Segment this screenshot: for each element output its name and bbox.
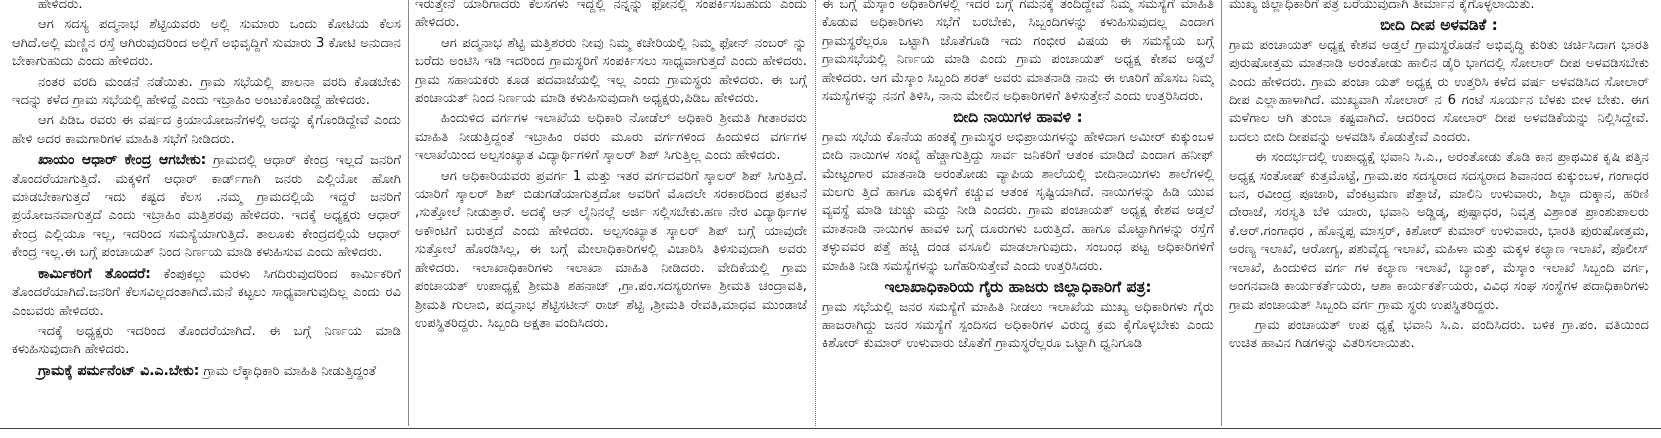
paragraph-text: ಈ ಬಗ್ಗೆ ಮೆಸ್ಕಾಂ ಅಧಿಕಾರಿಗಳಲ್ಲಿ ಇದರ ಬಗ್ಗೆ ಗಮನಕ್ಕೆ ತಂದಿದ್ದೇವೆ ನಿಮ್ಮ ಸಮಸ್ಯೆಗೆ ಮಾಹಿತಿ ಕೊಡುವ ಅಧಿಕಾರಿಗಳು ಸಭೆಗೆ ಬರಬೇಕು, ಸಿಬ್ಬಂದಿಗಳನ್ನು ಕಳುಹಿಸುವುದಲ್ಲ ಎಂದಾಗ ಗ್ರಾಮಸ್ಥರೆಲ್ಲರೂ ಒಟ್ಟಾಗಿ ಜೊತೆಗೂಡಿ ಇದು ಗಂಭೀರ ವಿಷಯ ಈ ಸಮಸ್ಯೆಯ ಬಗ್ಗೆ ಗ್ರಾಮಸಭೆಯಲ್ಲಿ ನಿರ್ಣಯ ಮಾಡಿ ಎಂದು ಗ್ರಾಮ ಪಂಚಾಯತ್ ಅಧ್ಯಕ್ಷ ಕೇಶವ ಅಡ್ಡಲೆ ಹೇಳಿದರು. ಆಗ ಮೆಸ್ಕಾಂ ಸಿಬ್ಬಂದಿ ಶರತ್ ಅವರು ಮಾತನಾಡಿ ನಾನು ಈ ಊರಿಗೆ ಹೊಸಬ ನಿಮ್ಮ ಸಮಸ್ಯೆಗಳನ್ನು ನನಗೆ ತಿಳಿಸಿ, ನಾನು ಮೇಲಿನ ಅಧಿಕಾರಿಗಳಿಗೆ ತಿಳಿಸುತ್ತೇನೆ ಎಂದು ಉತ್ತರಿಸಿದರು. <box>822 0 1214 105</box>
article-paragraph <box>12 112 401 149</box>
inline-subheading: ಕಾರ್ಮಿಕರಿಗೆ ತೊಂದರೆ: <box>38 265 151 282</box>
paragraph-text: ಗ್ರಾಮ ಪಂಚಾಯತ್ ಅಧ್ಯಕ್ಷ ಕೇಶವ ಅಡ್ತಲೆ ಗ್ರಾಮಸ್ಥರೊಡನೆ ಅಭಿವೃದ್ಧಿ ಕುರಿತು ಚರ್ಚಿಸಿದಾಗ ಭಾರತಿ ಪುರುಷೋತ್ತಮ ಮಾತನಾಡಿ ಅರಂತೋಡು ಹಾಲಿನ ಡೈರಿ ಭಾಗದಲ್ಲಿ ಸೋಲಾರ್ ದೀಪ ಅಳವಡಿಸಬೇಕು ಎಂದು ಹೇಳಿದರು. ಗ್ರಾಮ ಪಂಚಾ ಯತ್ ಅಧ್ಯಕ್ಷ ರು ಉತ್ತರಿಸಿ ಕಳೆದ ವರ್ಷ ಅಳವಡಿಸಿದ ಸೋಲಾರ್ ದೀಪ ಎಲ್ಲಾಹಾಳಾಗಿದೆ. ಮುಖ್ಯವಾಗಿ ಸೋಲಾರ್ ನ 6 ಗಂಟೆ ಸೂರ್ಯನ ಬೆಳಕು ಬೀಳ ಬೇಕು. ಈಗ ಮಳೆಗಾಲ ಆಗಿ ತುಂಬಾ ಕಷ್ಟವಾಗಿದೆ. ಆದರಿಂದ ಸೋಲಾರ್ ದೀಪ ಅಳವಡಿಕೆಯನ್ನು ನಿಲ್ಲಿಸಿದ್ದೇವೆ. ಬದಲು ಬೀದಿ ದೀಪವನ್ನು ಅಳವಡಿಸಿ ಕೊಡುತ್ತೇವೆ ಎಂದರು. <box>1229 37 1649 145</box>
paragraph-text: ಇರುತ್ತೇನೆ ಯಾರಿಗಾದರು ಕೆಲಸಗಳು ಇದ್ದಲ್ಲಿ ನನ್ನನ್ನು ಫೋನಲ್ಲಿ ಸಂಪರ್ಕಿಸಬಹುದು ಎಂದು ಹೇಳಿದರು. <box>415 0 807 31</box>
paragraph-text: ಆಗ ಪದ್ಮನಾಭ ಶೆಟ್ಟಿ ಮತ್ತಿಶರರು ನೀವು ನಿಮ್ಮ ಕಚೇರಿಯಲ್ಲಿ ನಿಮ್ಮ ಫೋನ್ ನಂಬರ್ ನ್ನು ಬರೆದು ಅಂಟಿಸಿ ಇಡಿ ಇದರಿಂದ ಗ್ರಾಮಸ್ಥರಿಗೆ ಸಂಪರ್ಕಿಸಲು ಸಾಧ್ಯವಾಗುತ್ತದೆ ಎಂದು ಹೇಳಿದರು. ಗ್ರಾಮ ಸಹಾಯಕರು ಕೂಡ ಪದವಾಜೆಯಲ್ಲಿ ಇಲ್ಲ ಎಂದು ಗ್ರಾಮಸ್ಥರು ಹೇಳಿದರು. ಈ ಬಗ್ಗೆ ಪಂಚಾಯತ್ ನಿಂದ ನಿರ್ಣಯ ಮಾಡಿ ಕಳುಹಿಸುವುದಾಗಿ ಅಧ್ಯಕ್ಷರು,ಪಿಡಿಒ ಹೇಳಿದರು. <box>415 35 807 107</box>
article-paragraph <box>415 0 807 33</box>
paragraph-text: ಗ್ರಾಮ ಲೆಕ್ಕಾಧಿಕಾರಿ ಮಾಹಿತಿ ನೀಡುತ್ತಿದ್ದಂತೆ <box>199 363 377 379</box>
inline-subheading: ಗ್ರಾಮಕ್ಕೆ ಪರ್ಮನೆಂಟ್ ವಿ.ಎ.ಬೇಕು: <box>38 362 200 379</box>
article-paragraph <box>12 74 401 111</box>
article-paragraph <box>822 108 1214 276</box>
column-divider-dotted <box>815 0 816 426</box>
column-divider <box>408 0 409 426</box>
section-subheading: ಇಲಾಖಾಧಿಕಾರಿಯ ಗೈರು ಹಾಜರು ಜಿಲ್ಲಾಧಿಕಾರಿಗೆ ಪತ್ರ: <box>884 278 1152 297</box>
paragraph-text: ಕೆಂಪುಕಲ್ಲು ಮರಳು ಸಿಗದಿರುವುದರಿಂದ ಕಾರ್ಮಿಕರಿಗೆ ತೊಂದರೆಯಾಗಿದೆ.ಜನರಿಗೆ ಕೆಲಸವಿಲ್ಲದಂತಾಗಿದೆ.ಮನೆ ಕಟ್ಟಲು ಸಾಧ್ಯವಾಗುವುದಿಲ್ಲ ಎಂದು ರವಿ ಎಂಬವರು ಹೇಳಿದರು. <box>12 266 401 319</box>
paragraph-text: ಆಗ ಸದಸ್ಯ ಪದ್ಮನಾಭ ಶೆಟ್ಟಿಯವರು ಅಲ್ಲಿ ಸುಮಾರು ಒಂದು ಕೋಟಿಯ ಕೆಲಸ ಆಗಿದೆ.ಅಲ್ಲಿ ಮಣ್ಣಿನ ರಸ್ತೆ ಆಗಿರುವುದರಿಂದ ಅಲ್ಲಿಗೆ ಅಭಿವೃದ್ದಿಗೆ ಸುಮಾರು 3 ಕೋಟಿ ಅನುದಾನ ಬೇಕಾಗುಹುದು ಎಂದು ಹೇಳಿದರು. <box>12 17 401 70</box>
section-subheading: ಬೀದಿ ನಾಯಿಗಳ ಹಾವಳಿ : <box>953 108 1083 127</box>
paragraph-text: ಹೇಳಿದರು. <box>38 0 83 12</box>
section-subheading: ಬೀದಿ ದೀಪ ಅಳವಡಿಕೆ : <box>1380 16 1498 35</box>
paragraph-text: ಗ್ರಾಮ ಸಭೆಯ ಕೊನೆಯ ಹಂತಕ್ಕೆ ಗ್ರಾಮಸ್ಥರ ಅಭಿಪ್ರಾಯಗಳನ್ನು ಹೇಳಿದಾಗ ಅಮೀರ್ ಕುಕ್ಕುಂಬಳ ಬೀದಿ ನಾಯಿಗಳ ಸಂಖ್ಯೆ ಹೆಚ್ಚಾಗುತ್ತಿದ್ದು ಸಾರ್ವ ಜನಿಕರಿಗೆ ಆತಂಕ ಮಾಡಿದೆ ಎಂದಾಗ ಹನೀಫ್ ಮೇಟ್ಟಂಗಾರ ಮಾತನಾಡಿ ಅರಂತೋಡು ವ್ಯಾಪಿಯ ಶಾಲೆಯಲ್ಲಿ ಬೀದಿನಾಯಿಗಳು ಶಾಲೆಗಳಲ್ಲಿ ಮಲಗು ತ್ತಿದೆ ಹಾಗೂ ಮಕ್ಕಳಿಗೆ ಕಚ್ಚುವ ಆತಂಕ ಸೃಷ್ಟಿಯಾಗಿದೆ. ನಾಯಿಗಳನ್ನು ಹಿಡಿ ಯುವ ವ್ಯವಸ್ಥೆ ಮಾಡಿ ಚುಚ್ಚು ಮದ್ದು ನೀಡಿ ಎಂದರು. ಗ್ರಾಮ ಪಂಚಾಯತ್ ಅಧ್ಯಕ್ಷ ಕೇಶವ ಅಡ್ತಲೆ ಮಾತನಾಡಿ ನಾಯಿಗಳ ಹಾವಳಿ ಬಗ್ಗೆ ದೂರುಗಳು ಬರುತ್ತಿದೆ. ಹಾಗೂ ಮೊಟ್ಟಾಗಿಗಳನ್ನು ರಸ್ತೆಗೆ ತಳ್ಳುವವರ ಪತ್ತೆ ಹಚ್ಚಿ ದಂಡ ವಸೂಲಿ ಮಾಡಲಾಗುವುದು. ಸಂಬಂಧ ಪಟ್ಟ ಅಧಿಕಾರಿಗಳಿಗೆ ಮಾಹಿತಿ ನೀಡಿ ಸಮಸ್ಯೆಗಳನ್ನು ಬಗೆಹರಿಸುತ್ತೇವೆ ಎಂದು ಉತ್ತರಿಸಿದರು. <box>822 129 1214 274</box>
paragraph-text: ಗ್ರಾಮ ಸಭೆಯಲ್ಲಿ ಜನರ ಸಮಸ್ಯೆಗೆ ಮಾಹಿತಿ ನೀಡಲು ಇಲಾಖೆಯ ಮುಖ್ಯ ಅಧಿಕಾರಿಗಳು ಗೈರು ಹಾಜರಾಗಿದ್ದು ಜನರ ಸಮಸ್ಯೆಗೆ ಸ್ಪಂದಿಸದ ಅಧಿಕಾರಿಗಳ ವಿರುದ್ಧ ಕ್ರಮ ಕೈಗೊಳ್ಳಬೇಕು ಎಂದು ಕಿಶೋರ್ ಕುಮಾರ್ ಉಳುವಾರು ಜೊತೆಗೆ ಗ್ರಾಮಸ್ಥರೆಲ್ಲರೂ ಒಟ್ಟಾಗಿ ಧ್ವನಿಗೂಡಿ <box>822 299 1214 352</box>
paragraph-text: ನಂತರ ವರದಿ ಮಂಡನೆ ನಡೆಯಿತು. ಗ್ರಾಮ ಸಭೆಯಲ್ಲಿ ಪಾಲನಾ ವರದಿ ಕೊಡಬೇಕು ಇದನ್ನು ಕಳೆದ ಗ್ರಾಮ ಸಭೆಯಲ್ಲಿ ಹೇಳಿದ್ದೆ ಎಂದು ಇಬ್ರಾಹಿಂ ಅಂಟುಕೊಂಡಿದ್ದೆ ಹೇಳಿದರು. <box>12 74 401 109</box>
article-paragraph <box>415 168 807 334</box>
paragraph-text: ಗ್ರಾಮದಲ್ಲಿ ಆಧಾರ್ ಕೇಂದ್ರ ಇಲ್ಲದೆ ಜನರಿಗೆ ತೊಂದರೆಯಾಗುತ್ತಿದೆ. ಮಕ್ಕಳಿಗೆ ಆಧಾರ್ ಕಾರ್ಡ್‌ಗಾಗಿ ಜನರು ಎಲ್ಲಿಯೋ ಹೋಗಿ ಮಾಡಬೇಕಾಗುತ್ತದೆ ಇದು ಕಷ್ಟದ ಕೆಲಸ .ನಮ್ಮ ಗ್ರಾಮದಲ್ಲಿಯೆ ಇದ್ದರೆ ಜನರಿಗೆ ಪ್ರಯೋಜನವಾಗುತ್ತದೆ ಎಂದು ಇಬ್ರಾಹಿಂ ಮತ್ತಿಶರವು ಹೇಳಿದರು. ಇದಕ್ಕೆ ಅಧ್ಯಕ್ಷರು ಆಧಾರ್ ಕೇಂದ್ರ ಎಲ್ಲಿಯೂ ಇಲ್ಲ, ಇದರಿಂದ ಸಮಸ್ಯೆಯಾಗುತ್ತಿದೆ. ತಾಲೂಕು ಕೇಂದ್ರದಲ್ಲಿಯೆ ಆಧಾರ್ ಕೇಂದ್ರ ಇಲ್ಲ.ಈ ಬಗ್ಗೆ ಪಂಚಾಯತ್ ನಿಂದ ನಿರ್ಣಯ ಮಾಡಿ ಕಳುಹಿಸುವ ಎಂದು ಹೇಳಿದರು. <box>12 153 401 261</box>
article-paragraph <box>12 151 401 262</box>
article-paragraph <box>822 278 1214 354</box>
article-paragraph <box>1229 149 1649 315</box>
paragraph-text: ಈ ಸಂದರ್ಭದಲ್ಲಿ ಉಪಾಧ್ಯಕ್ಷೆ ಭವಾನಿ ಸಿ.ಎ., ಅರಂತೋಡು ತೊಡಿ ಕಾನ ಪ್ರಾಥಮಿಕ ಕೃಷಿ ಪತ್ತಿನ ಅಧ್ಯಕ್ಷ ಸಂತೋಷ್ ಕುತ್ತಮೊಟ್ಟೆ, ಗ್ರಾಮ.ಪಂ ಸದಸ್ಯರಾದ ಸದಸ್ಯರಾದ ಶಿವಾನಂದ ಕುಕ್ಕುಂಬಳ, ಗಂಗಾಧರ ಬನ, ರವೀಂದ್ರ ಪೂಜಾರಿ, ವೆಂಕಟ್ರಮಣ ಪೆತ್ತಾಜೆ, ಮಾಲಿನಿ ಉಳುವಾರು, ಶಿಲ್ಪಾ ದುಕ್ಕಾನ, ಹರಿಣಿ ದೇರಾಜೆ, ಸರಸ್ವತಿ ಬೆಳಿ ಯಾರು, ಭವಾನಿ ಅಡ್ಡಿಡ್ಕ, ಪುಷ್ಪಾಧರ, ನಿವೃತ್ತ ವಿಶ್ರಾಂತ ಪ್ರಾಂಶುಪಾಲರು ಕೆ.ಆರ್.ಗಂಗಾಧರ , ಹೊನ್ನಪ್ಪ ಮಾಸ್ತರ್, ಕಿಶೋರ್ ಕುಮಾರ್ ಉಳುವಾರು, ಭಾರತಿ ಪುರುಷೋತ್ತಮ, ಅರಣ್ಯ ಇಲಾಖೆ, ಆರೋಗ್ಯ, ಪಶುವೈದ್ಯ ಇಲಾಖೆ, ಮಹಿಳಾ ಮತ್ತು ಮಕ್ಕಳ ಕಲ್ಯಾಣ ಇಲಾಖೆ, ಪೊಲೀಸ್ ಇಲಾಖೆ, ಹಿಂದುಳಿದ ವರ್ಗ ಗಳ ಕಲ್ಯಾಣ ಇಲಾಖೆ, ಬ್ಯಾಂಕ್, ಮೆಸ್ಕಾಂ ಇಲಾಖೆ ಸಿಬ್ಬಂದಿ ವರ್ಗ, ಅಂಗನವಾಡಿ ಕಾರ್ಯಕರ್ತೆಯರು, ಆಶಾ ಕಾರ್ಯಕರ್ತೆಯರು, ವಿವಿಧ ಸಂಘ ಸಂಸ್ಥೆಗಳ ಪದಾಧಿಕಾರಿಗಳು ಗ್ರಾಮ ಪಂಚಾಯತ್ ಸಿಬ್ಬಂದಿ ವರ್ಗ ಗ್ರಾಮ ಸ್ಥರು ಉಪಸ್ಥಿತರಿದ್ದರು. <box>1229 150 1649 313</box>
article-paragraph <box>1229 16 1649 147</box>
paragraph-text: ಆಗ ಪಿಡಿಒ ರವರು ಈ ವರ್ಷದ ಕ್ರಿಯಾಯೋಜನೆಗಳಲ್ಲಿ ಅದನ್ನು ಕೈಗೊಂಡಿದ್ದೇವೆ ಎಂದು ಹೇಳಿ ಅದರ ಕಾಮಗಾರಿಗಳ ಮಾಹಿತಿ ಸಭೆಗೆ ನೀಡಿದರು. <box>12 113 401 147</box>
article-column-3 <box>822 0 1214 426</box>
inline-subheading: ಖಾಯಂ ಆಧಾರ್ ಕೇಂದ್ರ ಆಗಬೇಕು: <box>38 152 207 169</box>
paragraph-text: ಗ್ರಾಮ ಪಂಚಾಯತ್ ಉಪ ಧ್ಯಕ್ಷೆ ಭವಾನಿ ಸಿ.ಎ. ವಂದಿಸಿದರು. ಬಳಿಕ ಗ್ರಾ.ಪಂ. ವತಿಯಿಂದ ಉಚಿತ ಹಾವಿನ ಗಿಡಗಳನ್ನು ವಿತರಿಸಲಾಯಿತು. <box>1229 317 1649 352</box>
paragraph-text: ಹಿಂದುಳಿದ ವರ್ಗಗಳ ಇಲಾಖೆಯ ಅಧಿಕಾರಿ ನೋಡೆಲ್ ಅಧಿಕಾರಿ ಶ್ರೀಮತಿ ಗೀತಾರವರು ಮಾಹಿತಿ ನೀಡುತ್ತಿದ್ದಂತೆ ಇಬ್ರಾಹಿಂ ರವರು ಮೂರು ವರ್ಗಗಳಿಂದ ಹಿಂದುಳಿದ ವರ್ಗಗಳ ಇಲಾಖೆಯಿಂದ ಅಲ್ಪಸಂಖ್ಯಾತ ವಿದ್ಯಾರ್ಥಿಗಳಿಗೆ ಸ್ಕಾಲರ್ ಶಿಪ್ ಸಿಗುತ್ತಿಲ್ಲ ಎಂದು ಹೇಳಿದರು. <box>415 111 807 164</box>
paragraph-text: ಮುಖ್ಯ ಜಿಲ್ಲಾಧಿಕಾರಿಗೆ ಪತ್ರ ಬರೆಯುವುದಾಗಿ ತೀರ್ಮಾನ ಕೈಗೊಳ್ಳಲಾಯಿತು. <box>1229 0 1535 12</box>
article-paragraph <box>1229 0 1649 14</box>
column-divider <box>1221 0 1222 426</box>
paragraph-text: ಆಗ ಅಧಿಕಾರಿಯವರು ಪ್ರವರ್ಗ 1 ಮತ್ತು ಇತರ ವರ್ಗದವರಿಗೆ ಸ್ಕಾಲರ್ ಶಿಪ್ ಸಿಗುತ್ತಿದೆ. ಯಾರಿಗೆ ಸ್ಕಾಲರ್ ಶಿಪ್ ಬಿಡುಗಡೆಯಾಗುತ್ತದೋ ಅವರಿಗೆ ಮೊದಲೇ ಸರಕಾರದಿಂದ ಪ್ರಕಟನೆ ,ಸುತ್ತೋಲೆ ನೀಡುತ್ತಾರೆ. ಅದಕ್ಕೆ ಆನ್ ಲೈನಿನಲ್ಲೆ ಅರ್ಜಿ ಸಲ್ಲಿಸಬೇಕು.ಹಣ ನೇರ ವಿದ್ಯಾರ್ಥಿಗಳ ಅಕೌಂಟಿಗೆ ಬರುತ್ತದೆ ಎಂದು ಹೇಳಿದರು. ಅಲ್ಪಸಂಖ್ಯಾತ ಸ್ಕಾಲರ್ ಶಿಪ್ ಬಗ್ಗೆ ಯಾವುದೇ ಸುತ್ತೋಲೆ ಹೊರಡಿಸಿಲ್ಲ, ಈ ಬಗ್ಗೆ ಮೇಲಾಧಿಕಾರಿಗಳಲ್ಲಿ ವಿಚಾರಿಸಿ ತಿಳಿಸುವುದಾಗಿ ಅವರು ಹೇಳಿದರು. ಇಲಾಖಾಧಿಕಾರಿಗಳು ಇಲಾಖಾ ಮಾಹಿತಿ ನೀಡಿದರು. ವೇದಿಕೆಯಲ್ಲಿ ಗ್ರಾಮ ಪಂಚಾಯತ್ ಉಪಾಧ್ಯಕ್ಷೆ ಶ್ರೀಮತಿ ಶಹನಾಜ್ ,ಗ್ರಾ.ಪಂ.ಸದಸ್ಯರುಗಳಾ ಶ್ರೀಮತಿ ಚಂದ್ರಾವತಿ, ಶ್ರೀಮತಿ ಗುಲಾಬಿ, ಪದ್ಮನಾಭ ಶೆಟ್ಟಿಸಟೀನ್ ರಾಜ್ ಶೆಟ್ಟಿ ,ಶ್ರೀಮತಿ ರೇವತಿ,ಮಾಧವ ಮುಂಡಾಜೆ ಉಪಸ್ಥಿತರಿದ್ದರು. ಸಿಬ್ಬಂದಿ ಅಕ್ಷತಾ ವಂದಿಸಿದರು. <box>415 168 807 331</box>
article-column-1 <box>12 0 401 426</box>
article-paragraph <box>12 265 401 321</box>
paragraph-text: ಇದಕ್ಕೆ ಅಧ್ಯಕ್ಷರು ಇದರಿಂದ ತೊಂದರೆಯಾಗಿದೆ. ಈ ಬಗ್ಗೆ ನಿರ್ಣಯ ಮಾಡಿ ಕಳುಹಿಸುವುದಾಗಿ ಹೇಳಿದರು. <box>12 323 401 358</box>
article-paragraph <box>1229 317 1649 354</box>
article-paragraph <box>12 16 401 71</box>
article-column-4 <box>1229 0 1649 426</box>
article-paragraph <box>822 0 1214 106</box>
article-paragraph <box>12 0 401 14</box>
article-paragraph <box>415 110 807 165</box>
article-paragraph <box>12 362 401 381</box>
article-paragraph <box>415 35 807 109</box>
bottom-rule <box>0 428 1661 429</box>
article-column-2 <box>415 0 807 426</box>
article-paragraph <box>12 323 401 360</box>
